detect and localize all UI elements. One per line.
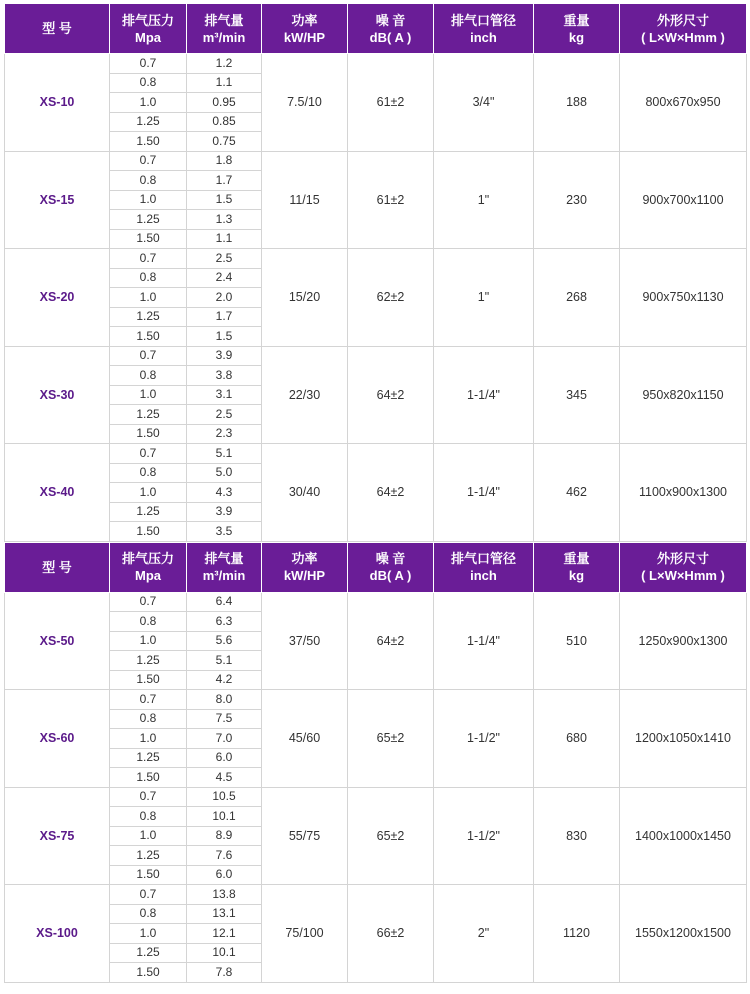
header-weight-line-1: 重量: [563, 12, 590, 28]
pressure-cell: 0.8: [110, 807, 187, 827]
flow-cell: 0.95: [187, 93, 262, 113]
header-dims-line-1: 外形尺寸: [656, 12, 709, 28]
header-noise-line-2: dB( A ): [369, 568, 412, 583]
pressure-cell: 1.50: [110, 229, 187, 249]
header-pipe-line-1: 排气口管径: [450, 551, 516, 566]
pipe-cell: 3/4": [434, 54, 534, 152]
header-weight: [534, 4, 620, 54]
pressure-cell: 0.8: [110, 463, 187, 483]
pressure-cell: 1.0: [110, 385, 187, 405]
flow-cell: 7.0: [187, 729, 262, 749]
header-dims-line-2: ( L×W×Hmm ): [641, 568, 725, 583]
header-noise-line-2: dB( A ): [369, 29, 412, 45]
flow-cell: 1.8: [187, 151, 262, 171]
flow-cell: 1.2: [187, 54, 262, 74]
pressure-cell: 1.25: [110, 651, 187, 671]
power-cell: 7.5/10: [262, 54, 348, 152]
dims-cell: 1250x900x1300: [620, 592, 747, 690]
model-cell: XS-75: [5, 787, 110, 885]
pipe-cell: 1": [434, 249, 534, 347]
noise-cell: 65±2: [348, 787, 434, 885]
header-flow: [187, 542, 262, 592]
weight-cell: 1120: [534, 885, 620, 983]
header-pressure-line-2: Mpa: [135, 568, 161, 583]
header-pressure: [110, 542, 187, 592]
header-noise-line-1: 噪 音: [375, 12, 406, 28]
flow-cell: 1.7: [187, 307, 262, 327]
flow-cell: 0.85: [187, 112, 262, 132]
pressure-cell: 0.8: [110, 709, 187, 729]
table-row: [5, 54, 747, 74]
table-row: [5, 346, 747, 366]
header-flow-line-1: 排气量: [204, 551, 244, 566]
power-cell: 45/60: [262, 690, 348, 788]
pressure-cell: 1.0: [110, 729, 187, 749]
pressure-cell: 1.50: [110, 963, 187, 983]
pressure-cell: 1.0: [110, 924, 187, 944]
weight-cell: 268: [534, 249, 620, 347]
header-power: [262, 4, 348, 54]
pressure-cell: 0.7: [110, 346, 187, 366]
pressure-cell: 1.50: [110, 132, 187, 152]
pressure-cell: 0.7: [110, 787, 187, 807]
flow-cell: 6.4: [187, 592, 262, 612]
header-weight-line-1: 重量: [563, 551, 590, 566]
spec-table-1: [4, 3, 747, 542]
flow-cell: 10.1: [187, 807, 262, 827]
pressure-cell: 0.8: [110, 268, 187, 288]
flow-cell: 6.0: [187, 748, 262, 768]
header-pipe-line-1: 排气口管径: [450, 12, 516, 28]
header-power-line-1: 功率: [291, 12, 318, 28]
header-weight-line-2: kg: [568, 29, 585, 45]
flow-cell: 6.3: [187, 612, 262, 632]
flow-cell: 13.1: [187, 904, 262, 924]
pressure-cell: 0.8: [110, 904, 187, 924]
model-cell: XS-60: [5, 690, 110, 788]
pressure-cell: 1.25: [110, 307, 187, 327]
power-cell: 11/15: [262, 151, 348, 249]
table-row: [5, 444, 747, 464]
flow-cell: 10.1: [187, 943, 262, 963]
table-header: [5, 542, 747, 592]
flow-cell: 4.5: [187, 768, 262, 788]
pressure-cell: 1.0: [110, 631, 187, 651]
weight-cell: 680: [534, 690, 620, 788]
noise-cell: 61±2: [348, 54, 434, 152]
header-flow: [187, 4, 262, 54]
pressure-cell: 0.7: [110, 592, 187, 612]
header-pipe: [434, 542, 534, 592]
pressure-cell: 1.50: [110, 327, 187, 347]
pipe-cell: 1": [434, 151, 534, 249]
flow-cell: 0.75: [187, 132, 262, 152]
header-pipe: [434, 4, 534, 54]
header-pressure: [110, 4, 187, 54]
model-cell: XS-10: [5, 54, 110, 152]
weight-cell: 230: [534, 151, 620, 249]
power-cell: 15/20: [262, 249, 348, 347]
header-dims-line-2: ( L×W×Hmm ): [641, 29, 725, 45]
header-weight-line-2: kg: [568, 568, 585, 583]
weight-cell: 462: [534, 444, 620, 542]
flow-cell: 5.1: [187, 444, 262, 464]
flow-cell: 6.0: [187, 865, 262, 885]
table-header: [5, 4, 747, 54]
header-pressure-line-2: Mpa: [135, 29, 161, 45]
flow-cell: 13.8: [187, 885, 262, 905]
pressure-cell: 0.8: [110, 612, 187, 632]
pressure-cell: 0.7: [110, 249, 187, 269]
pressure-cell: 1.0: [110, 93, 187, 113]
header-pressure-line-1: 排气压力: [121, 12, 174, 28]
pressure-cell: 0.7: [110, 690, 187, 710]
noise-cell: 64±2: [348, 444, 434, 542]
header-pipe-line-2: inch: [470, 29, 497, 45]
dims-cell: 1200x1050x1410: [620, 690, 747, 788]
model-cell: XS-40: [5, 444, 110, 542]
dims-cell: 950x820x1150: [620, 346, 747, 444]
table-row: [5, 885, 747, 905]
flow-cell: 7.5: [187, 709, 262, 729]
flow-cell: 2.3: [187, 424, 262, 444]
table-row: [5, 690, 747, 710]
flow-cell: 2.4: [187, 268, 262, 288]
pressure-cell: 1.25: [110, 502, 187, 522]
pressure-cell: 1.0: [110, 190, 187, 210]
pressure-cell: 1.0: [110, 826, 187, 846]
noise-cell: 64±2: [348, 592, 434, 690]
flow-cell: 1.1: [187, 73, 262, 93]
model-cell: XS-50: [5, 592, 110, 690]
noise-cell: 66±2: [348, 885, 434, 983]
header-pipe-line-2: inch: [470, 568, 497, 583]
flow-cell: 2.5: [187, 405, 262, 425]
pipe-cell: 1-1/4": [434, 346, 534, 444]
pressure-cell: 1.25: [110, 748, 187, 768]
pipe-cell: 1-1/4": [434, 444, 534, 542]
power-cell: 30/40: [262, 444, 348, 542]
flow-cell: 7.6: [187, 846, 262, 866]
pressure-cell: 1.25: [110, 112, 187, 132]
table-row: [5, 249, 747, 269]
flow-cell: 5.6: [187, 631, 262, 651]
flow-cell: 4.2: [187, 670, 262, 690]
power-cell: 22/30: [262, 346, 348, 444]
header-power-line-1: 功率: [291, 551, 318, 566]
flow-cell: 1.1: [187, 229, 262, 249]
flow-cell: 8.0: [187, 690, 262, 710]
flow-cell: 1.7: [187, 171, 262, 191]
flow-cell: 2.5: [187, 249, 262, 269]
header-power: [262, 542, 348, 592]
noise-cell: 62±2: [348, 249, 434, 347]
pipe-cell: 1-1/2": [434, 787, 534, 885]
pressure-cell: 1.0: [110, 288, 187, 308]
model-cell: XS-20: [5, 249, 110, 347]
model-cell: XS-30: [5, 346, 110, 444]
pressure-cell: 1.25: [110, 846, 187, 866]
header-model: 型 号: [5, 542, 110, 592]
flow-cell: 10.5: [187, 787, 262, 807]
pipe-cell: 2": [434, 885, 534, 983]
dims-cell: 1400x1000x1450: [620, 787, 747, 885]
noise-cell: 64±2: [348, 346, 434, 444]
flow-cell: 3.9: [187, 346, 262, 366]
pressure-cell: 0.7: [110, 885, 187, 905]
flow-cell: 12.1: [187, 924, 262, 944]
flow-cell: 1.3: [187, 210, 262, 230]
flow-cell: 1.5: [187, 327, 262, 347]
dims-cell: 800x670x950: [620, 54, 747, 152]
flow-cell: 3.5: [187, 522, 262, 542]
flow-cell: 7.8: [187, 963, 262, 983]
power-cell: 75/100: [262, 885, 348, 983]
header-flow-line-2: m³/min: [202, 29, 246, 45]
table-row: [5, 787, 747, 807]
flow-cell: 5.0: [187, 463, 262, 483]
power-cell: 55/75: [262, 787, 348, 885]
pressure-cell: 1.50: [110, 522, 187, 542]
header-power-line-2: kW/HP: [283, 29, 326, 45]
pressure-cell: 0.8: [110, 366, 187, 386]
header-dims-line-1: 外形尺寸: [656, 551, 709, 566]
pressure-cell: 1.25: [110, 210, 187, 230]
header-pressure-line-1: 排气压力: [121, 551, 174, 566]
weight-cell: 510: [534, 592, 620, 690]
dims-cell: 1100x900x1300: [620, 444, 747, 542]
flow-cell: 4.3: [187, 483, 262, 503]
pressure-cell: 0.7: [110, 54, 187, 74]
dims-cell: 900x750x1130: [620, 249, 747, 347]
pipe-cell: 1-1/4": [434, 592, 534, 690]
table-body: [5, 592, 747, 982]
flow-cell: 2.0: [187, 288, 262, 308]
pressure-cell: 1.50: [110, 670, 187, 690]
header-row: [5, 4, 747, 54]
flow-cell: 8.9: [187, 826, 262, 846]
header-dims: [620, 542, 747, 592]
pressure-cell: 1.50: [110, 424, 187, 444]
table-row: [5, 151, 747, 171]
pressure-cell: 0.7: [110, 444, 187, 464]
table-body: [5, 54, 747, 542]
header-flow-line-2: m³/min: [202, 568, 246, 583]
weight-cell: 830: [534, 787, 620, 885]
flow-cell: 5.1: [187, 651, 262, 671]
pressure-cell: 1.25: [110, 405, 187, 425]
header-model: 型 号: [5, 4, 110, 54]
flow-cell: 1.5: [187, 190, 262, 210]
header-weight: [534, 542, 620, 592]
power-cell: 37/50: [262, 592, 348, 690]
pipe-cell: 1-1/2": [434, 690, 534, 788]
pressure-cell: 1.0: [110, 483, 187, 503]
flow-cell: 3.8: [187, 366, 262, 386]
header-noise-line-1: 噪 音: [375, 551, 406, 566]
pressure-cell: 1.50: [110, 768, 187, 788]
model-cell: XS-15: [5, 151, 110, 249]
header-dims: [620, 4, 747, 54]
header-noise: [348, 542, 434, 592]
header-row: [5, 542, 747, 592]
dims-cell: 900x700x1100: [620, 151, 747, 249]
header-power-line-2: kW/HP: [283, 568, 326, 583]
pressure-cell: 1.50: [110, 865, 187, 885]
header-noise: [348, 4, 434, 54]
model-cell: XS-100: [5, 885, 110, 983]
pressure-cell: 0.8: [110, 73, 187, 93]
noise-cell: 65±2: [348, 690, 434, 788]
pressure-cell: 0.8: [110, 171, 187, 191]
pressure-cell: 0.7: [110, 151, 187, 171]
flow-cell: 3.1: [187, 385, 262, 405]
dims-cell: 1550x1200x1500: [620, 885, 747, 983]
spec-table-2: [4, 542, 747, 983]
header-flow-line-1: 排气量: [204, 12, 244, 28]
weight-cell: 345: [534, 346, 620, 444]
table-row: [5, 592, 747, 612]
pressure-cell: 1.25: [110, 943, 187, 963]
noise-cell: 61±2: [348, 151, 434, 249]
weight-cell: 188: [534, 54, 620, 152]
flow-cell: 3.9: [187, 502, 262, 522]
